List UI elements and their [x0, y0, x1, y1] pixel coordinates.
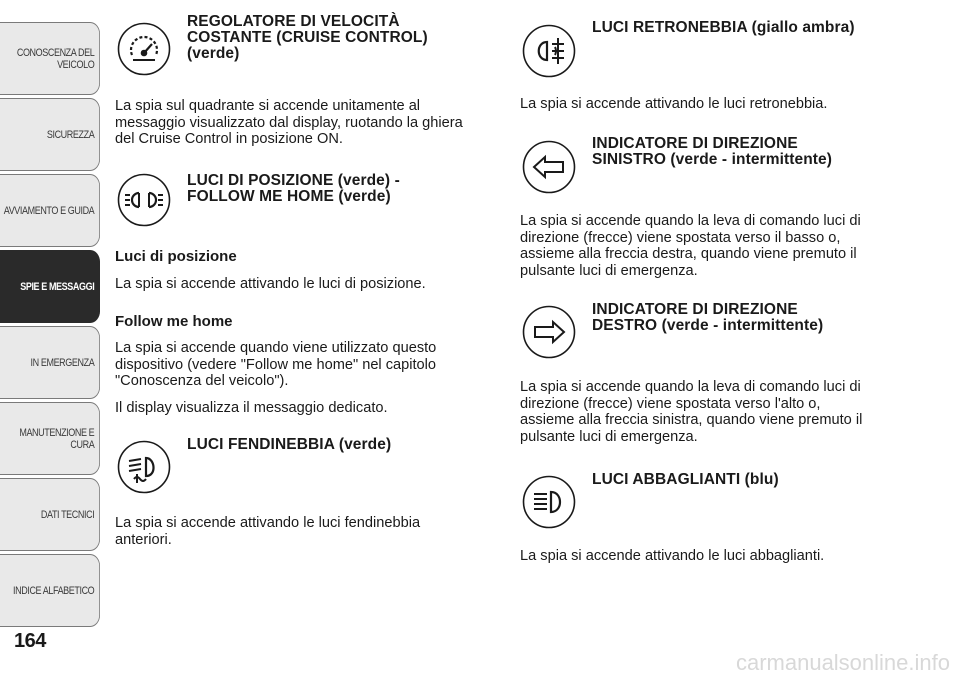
front-fog-lights-icon: [117, 440, 171, 494]
high-beam-title: LUCI ABBAGLIANTI (blu): [592, 471, 779, 488]
tab-spie-e-messaggi[interactable]: [0, 250, 100, 323]
tab-label: MANUTENZIONE E CURA: [19, 426, 95, 451]
rear-fog-lights-title: LUCI RETRONEBBIA (giallo ambra): [592, 19, 855, 36]
tab-in-emergenza[interactable]: [0, 326, 100, 399]
left-turn-indicator-text: La spia si accende quando la leva di comando luci di direzione (frecce) viene spostata verso il basso o, assieme alla freccia destra, quando viene premuto il pulsante luci di emergenza.: [520, 213, 861, 279]
cruise-control-icon: [117, 22, 171, 76]
front-fog-lights-title: LUCI FENDINEBBIA (verde): [187, 436, 392, 453]
follow-me-home-subheading: Follow me home: [115, 313, 233, 330]
footer-watermark: carmanualsonline.info: [735, 650, 950, 675]
display-message-text: Il display visualizza il messaggio dedicato.: [115, 400, 388, 416]
rear-fog-lights-icon: [522, 24, 576, 78]
tab-indice-alfabetico[interactable]: [0, 554, 100, 627]
page-number: 164: [14, 630, 46, 652]
high-beam-text: La spia si accende attivando le luci abbaglianti.: [520, 548, 825, 564]
position-lights-title: LUCI DI POSIZIONE (verde) - FOLLOW ME HOME (verde): [187, 172, 400, 205]
cruise-control-title: REGOLATORE DI VELOCITÀ COSTANTE (CRUISE CONTROL) (verde): [187, 13, 428, 62]
high-beam-icon: [522, 475, 576, 529]
right-turn-indicator-text: La spia si accende quando la leva di comando luci di direzione (frecce) viene spostata verso l'alto o, assieme alla freccia sinistra, quando viene premuto il pulsante luci di emergenza.: [520, 379, 863, 445]
tab-label: IN EMERGENZA: [30, 356, 95, 369]
tab-label: SICUREZZA: [46, 128, 95, 141]
tab-conoscenza-del-veicolo[interactable]: [0, 22, 100, 95]
follow-me-home-text: La spia si accende quando viene utilizzato questo dispositivo (vedere "Follow me home" nel capitolo "Conoscenza del veicolo").: [115, 340, 437, 389]
position-lights-subheading: Luci di posizione: [115, 248, 237, 265]
tab-manutenzione-e-cura[interactable]: [0, 402, 100, 475]
position-lights-icon: [117, 173, 171, 227]
left-turn-indicator-title: INDICATORE DI DIREZIONE SINISTRO (verde - intermittente): [592, 135, 833, 168]
tab-label: INDICE ALFABETICO: [13, 584, 95, 597]
tab-label: AVVIAMENTO E GUIDA: [3, 204, 95, 217]
position-lights-text: La spia si accende attivando le luci di posizione.: [115, 276, 426, 292]
rear-fog-lights-text: La spia si accende attivando le luci retronebbia.: [520, 96, 828, 112]
front-fog-lights-text: La spia si accende attivando le luci fendinebbia anteriori.: [115, 515, 421, 548]
right-turn-indicator-title: INDICATORE DI DIREZIONE DESTRO (verde - intermittente): [592, 301, 824, 334]
cruise-control-text: La spia sul quadrante si accende unitamente al messaggio visualizzato dal display, ruotando la ghiera del Cruise Control in posizione ON.: [115, 98, 463, 147]
right-turn-arrow-icon: [522, 305, 576, 359]
tab-label: DATI TECNICI: [40, 508, 95, 521]
left-turn-arrow-icon: [522, 140, 576, 194]
tab-dati-tecnici[interactable]: [0, 478, 100, 551]
tab-avviamento-e-guida[interactable]: [0, 174, 100, 247]
tab-sicurezza[interactable]: [0, 98, 100, 171]
tab-label: CONOSCENZA DEL VEICOLO: [16, 46, 95, 71]
tab-label: SPIE E MESSAGGI: [20, 280, 95, 293]
